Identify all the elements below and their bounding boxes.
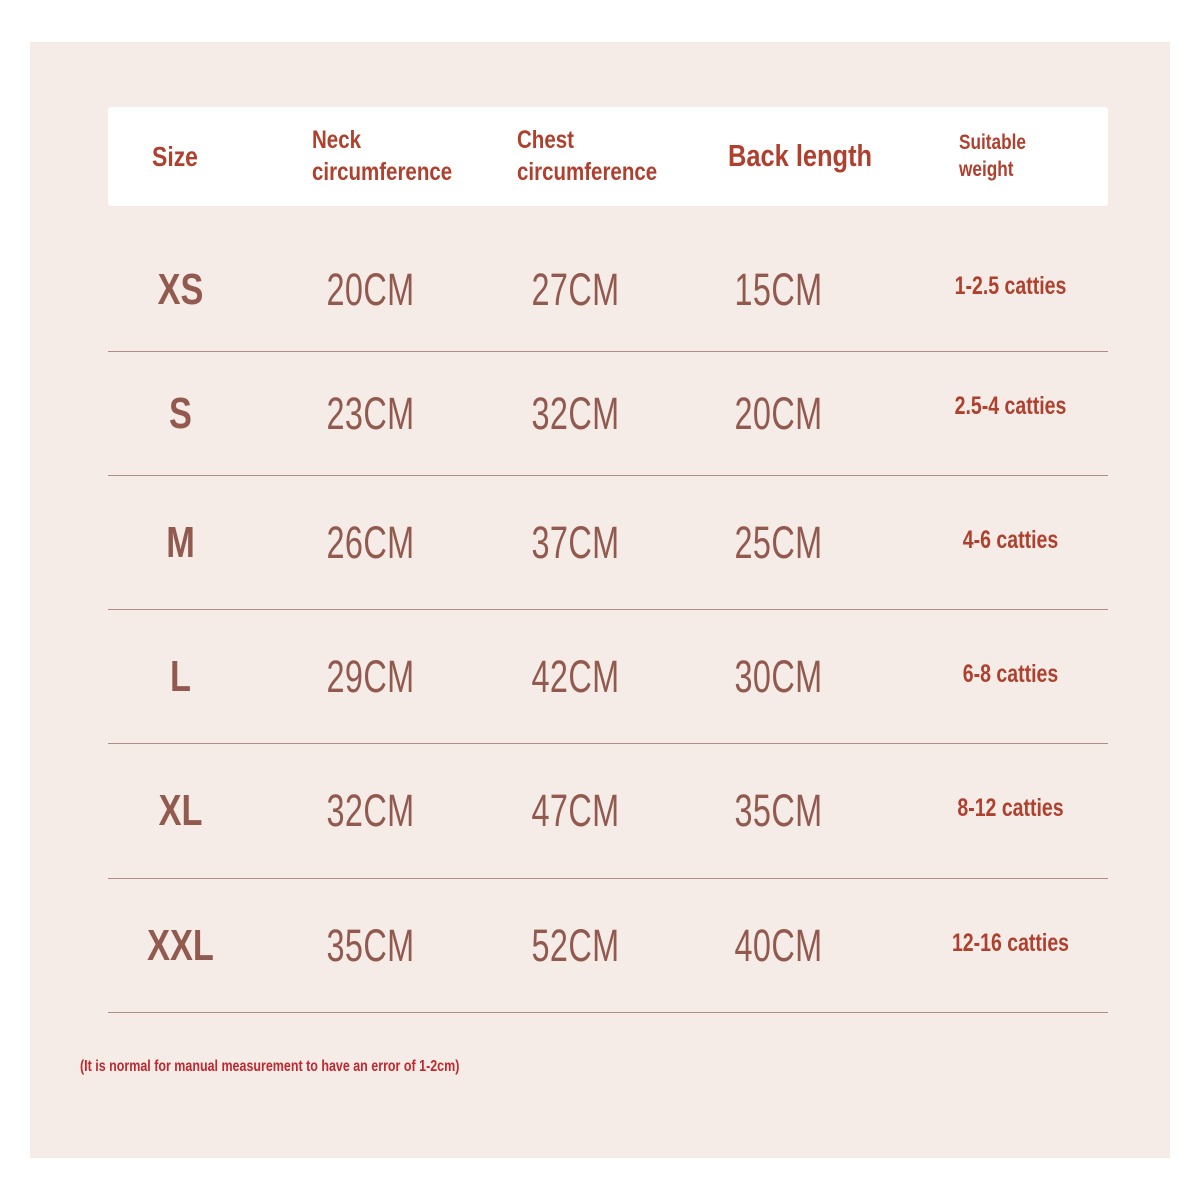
neck-value: 26CM (326, 517, 415, 568)
row-divider (108, 475, 1108, 476)
neck-value: 23CM (326, 388, 415, 439)
size-label: XXL (147, 921, 214, 970)
row-divider (108, 609, 1108, 610)
back-value: 25CM (734, 517, 823, 568)
size-label: XL (158, 786, 203, 835)
table-row (108, 881, 1108, 1011)
header-back-length: Back length (728, 138, 873, 174)
row-divider (108, 878, 1108, 879)
chest-value: 47CM (531, 785, 620, 836)
neck-value: 20CM (326, 264, 415, 315)
weight-value: 4-6 catties (962, 525, 1059, 554)
chest-value: 52CM (531, 920, 620, 971)
row-divider (108, 1012, 1108, 1013)
chest-value: 37CM (531, 517, 620, 568)
table-row (108, 478, 1108, 608)
weight-value: 2.5-4 catties (954, 391, 1067, 420)
size-chart-header (108, 107, 1108, 206)
neck-value: 32CM (326, 785, 415, 836)
row-divider (108, 351, 1108, 352)
size-label: XS (157, 265, 204, 314)
size-label: M (166, 518, 195, 567)
table-row (108, 232, 1108, 348)
table-row (108, 612, 1108, 742)
header-suitable-weight: Suitable weight (959, 131, 1026, 181)
weight-value: 8-12 catties (957, 793, 1064, 822)
header-neck-circumference: Neck circumference (312, 126, 453, 186)
header-chest-circumference: Chest circumference (517, 126, 658, 186)
chest-value: 27CM (531, 264, 620, 315)
row-divider (108, 743, 1108, 744)
chest-value: 42CM (531, 651, 620, 702)
back-value: 35CM (734, 785, 823, 836)
size-label: S (169, 389, 192, 438)
chest-value: 32CM (531, 388, 620, 439)
size-label: L (170, 652, 191, 701)
neck-value: 29CM (326, 651, 415, 702)
header-size: Size (152, 141, 198, 172)
neck-value: 35CM (326, 920, 415, 971)
measurement-note: (It is normal for manual measurement to have an error of 1-2cm) (80, 1058, 460, 1075)
weight-value: 12-16 catties (951, 928, 1070, 957)
table-row (108, 354, 1108, 474)
back-value: 15CM (734, 264, 823, 315)
back-value: 20CM (734, 388, 823, 439)
table-row (108, 746, 1108, 876)
back-value: 30CM (734, 651, 823, 702)
weight-value: 6-8 catties (962, 659, 1059, 688)
weight-value: 1-2.5 catties (954, 271, 1067, 300)
back-value: 40CM (734, 920, 823, 971)
